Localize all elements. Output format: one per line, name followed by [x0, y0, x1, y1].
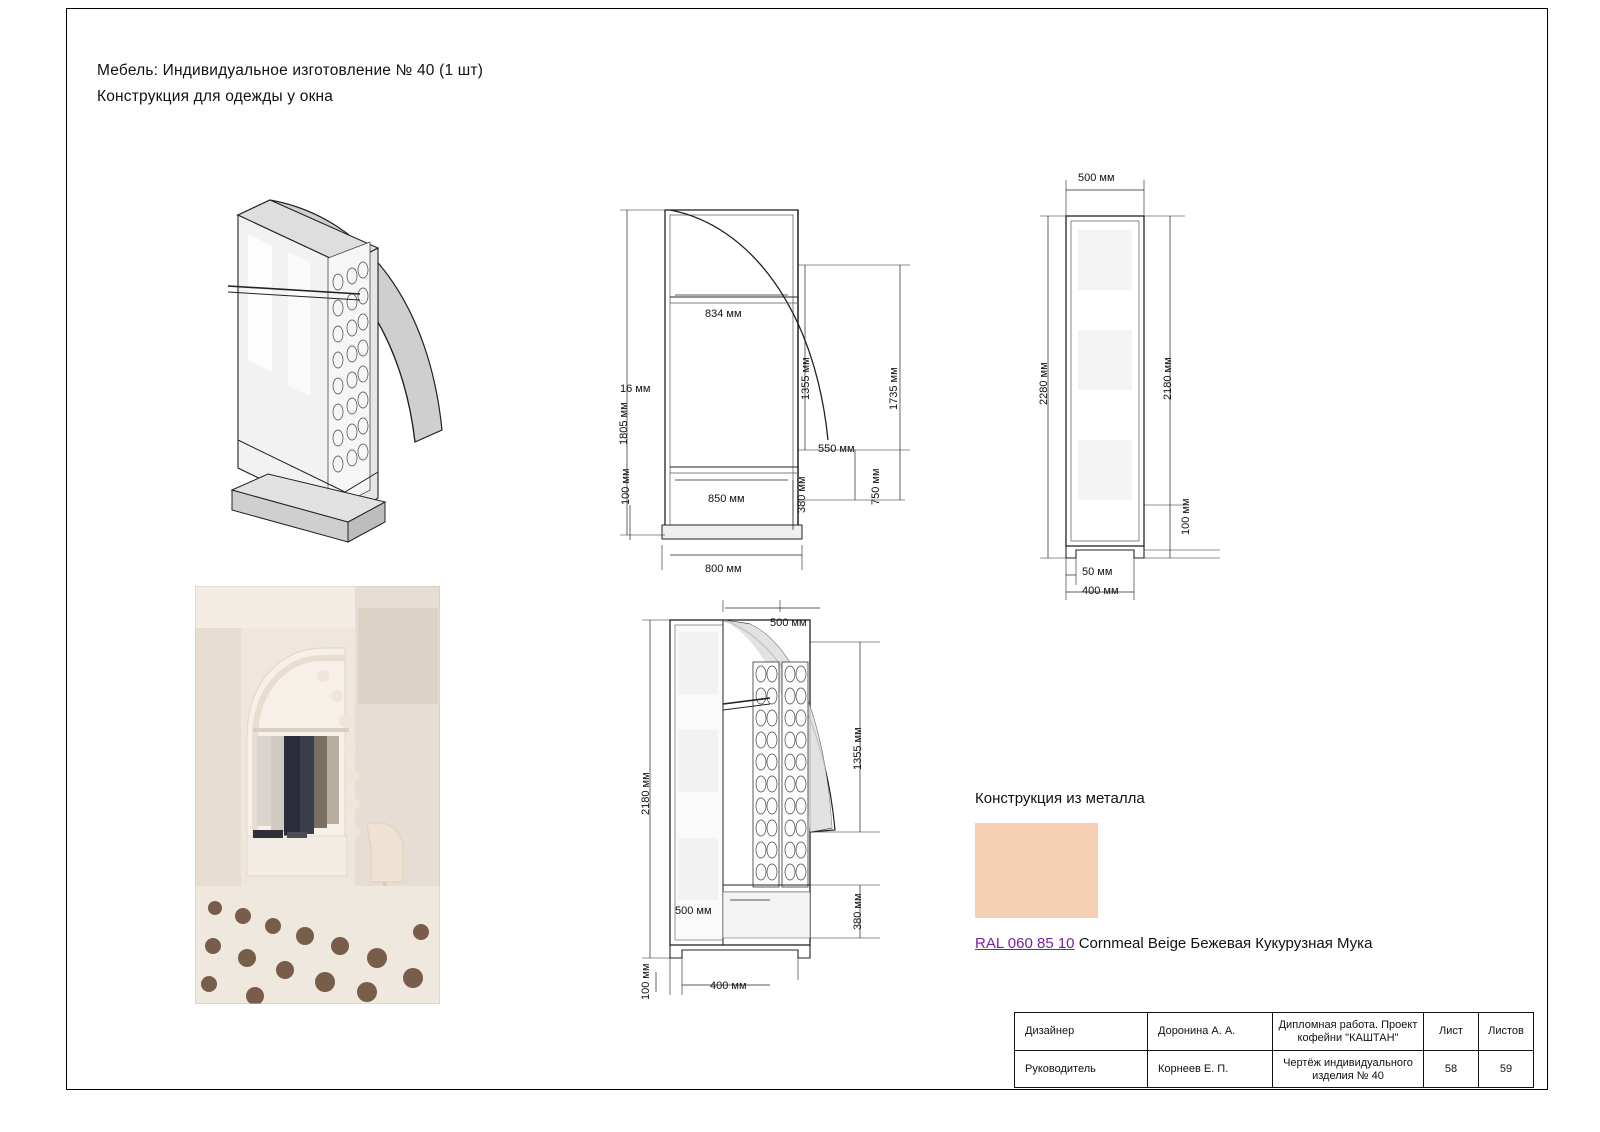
- drawing-title: Чертёж индивидуального изделия № 40: [1273, 1051, 1424, 1088]
- title-block: [1014, 1012, 1534, 1088]
- title-block-row-1: [1015, 1013, 1533, 1051]
- sheets-total: 59: [1499, 1063, 1513, 1075]
- sheet-number: 58: [1424, 1051, 1479, 1088]
- ral-code-link[interactable]: RAL 060 85 10: [975, 935, 1075, 952]
- color-swatch: [975, 823, 1098, 918]
- ral-line: [975, 935, 1372, 952]
- page-title: [97, 58, 483, 110]
- title-line-1: Мебель: Индивидуальное изготовление № 40 (1 шт): [97, 62, 484, 79]
- sheet-header: Лист: [1424, 1013, 1479, 1050]
- sheets-header: Листов: [1488, 1025, 1524, 1037]
- role-supervisor: Руководитель: [1015, 1051, 1148, 1088]
- role-designer: Дизайнер: [1015, 1013, 1148, 1050]
- section-view: 500 мм 2180 мм 1355 мм 380 мм 500 мм 100 мм 400 мм: [640, 617, 864, 1000]
- isometric-view: [210, 190, 490, 570]
- ral-color-name: Cornmeal Beige Бежевая Кукурузная Мука: [1078, 935, 1373, 952]
- material-note: Конструкция из металла: [975, 790, 1145, 807]
- name-designer: Доронина А. А.: [1148, 1013, 1273, 1050]
- side-view: 500 мм 2280 мм 2180 мм 100 мм 50 мм 400 мм: [1038, 172, 1192, 597]
- name-supervisor: Корнеев Е. П.: [1148, 1051, 1273, 1088]
- front-view: 1805 мм 834 мм 16 мм 1355 мм 1735 мм 550 мм 100 мм 850 мм 380 мм 750 мм 800 мм: [600, 195, 940, 595]
- title-block-row-2: [1015, 1051, 1533, 1088]
- title-line-2: Конструкция для одежды у окна: [97, 88, 334, 105]
- project-title: Дипломная работа. Проект кофейни "КАШТАН": [1273, 1013, 1424, 1050]
- reference-photo: [195, 586, 440, 1004]
